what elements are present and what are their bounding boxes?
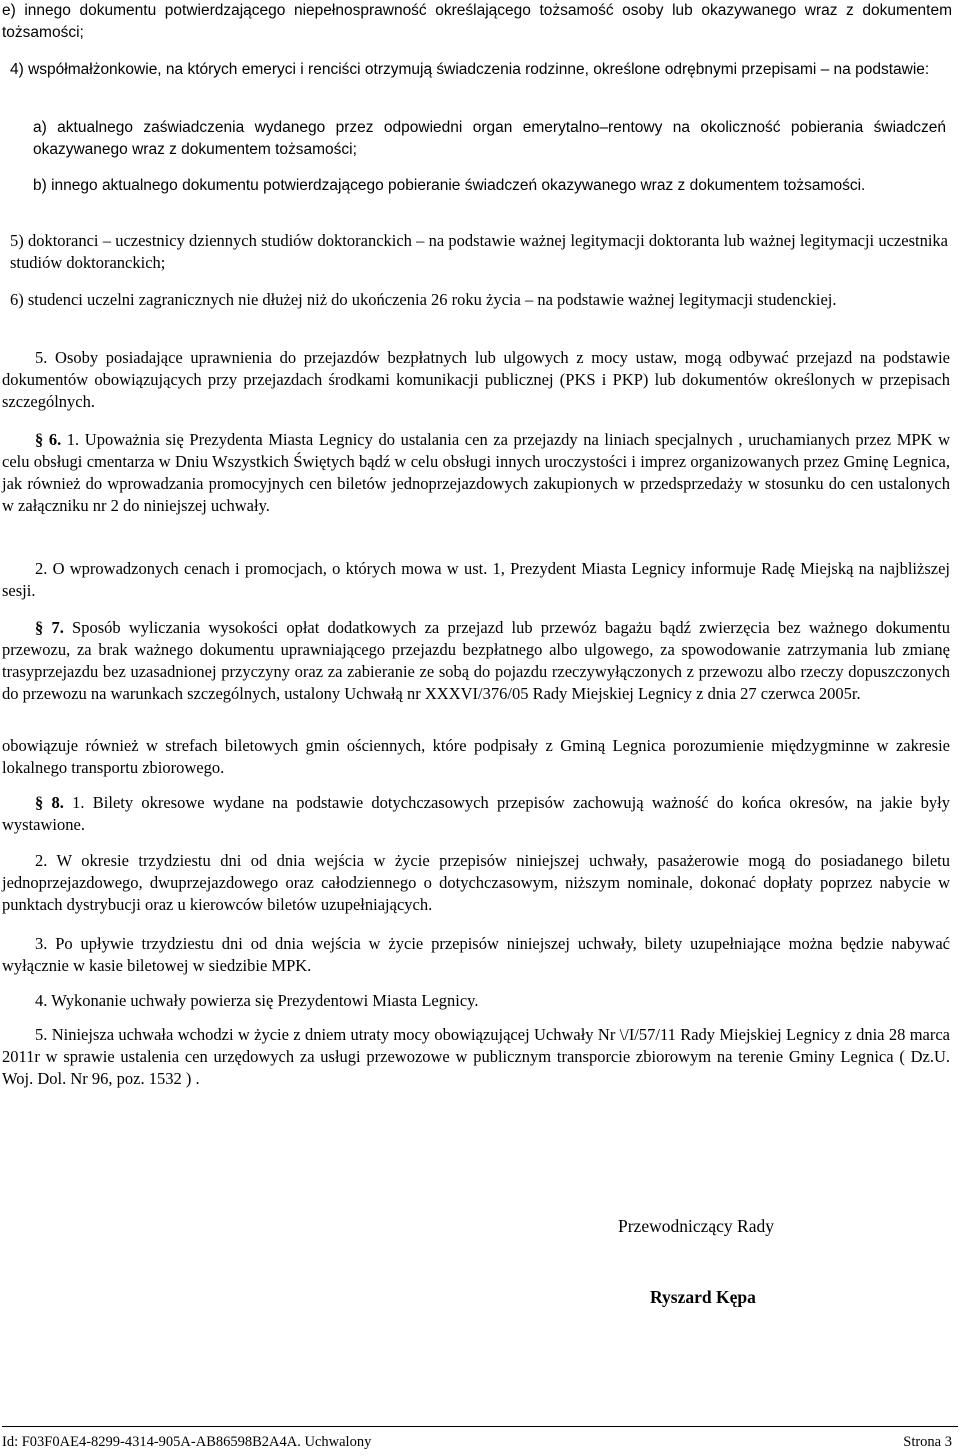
section-5-osoby-uprawnione: 5. Osoby posiadające uprawnienia do przejazdów bezpłatnych lub ulgowych z mocy ustaw, mogą odbywać przejazd na podstawie dokumentów obowiązujących przy przejazdach środkami komunikacji publicznej (PKS i PKP) lub dokumentów określonych w przepisach szczególnych. <box>2 348 950 411</box>
section-6-paragraph-2: 2. O wprowadzonych cenach i promocjach, o których mowa w ust. 1, Prezydent Miasta Legnicy informuje Radę Miejską na najbliższej sesji. <box>2 559 950 600</box>
section-6-paragraph-1 <box>2 429 950 517</box>
section-8-point-1-text: 1. Bilety okresowe wydane na podstawie dotychczasowych przepisów zachowują ważność do końca okresów, na jakie były wystawione. <box>2 793 950 834</box>
footer-divider <box>2 1426 958 1427</box>
section-7-continuation: obowiązuje również w strefach biletowych gmin ościennych, które podpisały z Gminą Legnica porozumienie międzygminne w zakresie lokalnego transportu zbiorowego. <box>2 736 950 777</box>
section-8-paragraph-5: 5. Niniejsza uchwała wchodzi w życie z dniem utraty mocy obowiązującej Uchwały Nr \/I/57/11 Rady Miejskiej Legnicy z dnia 28 marca 2011r w sprawie ustalenia cen urzędowych za usługi przewozowe w publicznym transporcie zbiorowym na terenie Gminy Legnica ( Dz.U. Woj. Dol. Nr 96, poz. 1532 ) . <box>2 1025 950 1088</box>
footer-document-id: Id: F03F0AE4-8299-4314-905A-AB86598B2A4A. Uchwalony <box>2 1434 372 1450</box>
signature-title: Przewodniczący Rady <box>618 1216 774 1236</box>
section-7-number: § 7. <box>35 618 64 637</box>
section-6-number: § 6. <box>35 430 62 449</box>
item-4a-zaswiadczenie: a) aktualnego zaświadczenia wydanego przez odpowiedni organ emerytalno–rentowy na okoliczność pobierania świadczeń okazywanego wraz z dokumentem tożsamości; <box>33 119 946 158</box>
item-4b-dokument: b) innego aktualnego dokumentu potwierdzającego pobieranie świadczeń okazywanego wraz z dokumentem tożsamości. <box>33 177 866 194</box>
section-8-paragraph-1 <box>2 792 950 836</box>
section-8-number: § 8. <box>35 793 64 812</box>
section-8-paragraph-4: 4. Wykonanie uchwały powierza się Prezydentowi Miasta Legnicy. <box>35 991 479 1010</box>
section-7-text: Sposób wyliczania wysokości opłat dodatkowych za przejazd lub przewóz bagażu bądź zwierzęcia bez ważnego dokumentu przewozu, za brak ważnego dokumentu uprawniającego przejazdu bezpłatnego albo ulgowego, za spowodowanie zatrzymania lub zmianę trasyprzejazdu bez uzasadnionej przyczyny oraz za zabieranie ze sobą do pojazdu rzeczywyłączonych z przewozu albo rzeczy dopuszczonych do przewozu na warunkach szczególnych, ustalony Uchwałą nr XXXVI/376/05 Rady Miejskiej Legnicy z dnia 27 czerwca 2005r. <box>2 618 951 703</box>
item-4-wspolmalzonkowie: 4) współmałżonkowie, na których emeryci i renciści otrzymują świadczenia rodzinne, określone odrębnymi przepisami – na podstawie: <box>10 61 930 78</box>
signature-name: Ryszard Kępa <box>650 1287 756 1307</box>
section-8-paragraph-2: 2. W okresie trzydziestu dni od dnia wejścia w życie przepisów niniejszej uchwały, pasażerowie mogą do posiadanego biletu jednoprzejazdowego, dwuprzejazdowego oraz całodziennego o dotychczasowym, niższym nominale, dokonać dopłaty poprzez nabycie w punktach dystrybucji oraz u kierowców biletów uzupełniających. <box>2 851 950 914</box>
section-8-paragraph-3: 3. Po upływie trzydziestu dni od dnia wejścia w życie przepisów niniejszej uchwały, bilety uzupełniające można będzie nabywać wyłącznie w kasie biletowej w siedzibie MPK. <box>2 934 950 975</box>
footer-page-number: Strona 3 <box>903 1434 952 1450</box>
section-6-point-1-text: 1. Upoważnia się Prezydenta Miasta Legnicy do ustalania cen za przejazdy na liniach specjalnych , uruchamianych przez MPK w celu obsługi cmentarza w Dniu Wszystkich Świętych bądź w celu obsługi innych uroczystości i imprez organizowanych przez Gminę Legnica, jak również do wprowadzania promocyjnych cen biletów jednoprzejazdowych zakupionych w przedsprzedaży w stosunku do cen ustalonych w załączniku nr 2 do niniejszej uchwały. <box>2 430 950 515</box>
item-5-doktoranci: 5) doktoranci – uczestnicy dziennych studiów doktoranckich – na podstawie ważnej legitymacji doktoranta lub ważnej legitymacji uczestnika studiów doktoranckich; <box>10 231 948 272</box>
item-e-innego: e) innego dokumentu potwierdzającego niepełnosprawność określającego tożsamość osoby lub okazywanego wraz z dokumentem tożsamości; <box>2 2 952 41</box>
item-6-studenci: 6) studenci uczelni zagranicznych nie dłużej niż do ukończenia 26 roku życia – na podstawie ważnej legitymacji studenckiej. <box>10 290 837 309</box>
section-7-paragraph <box>2 617 950 705</box>
